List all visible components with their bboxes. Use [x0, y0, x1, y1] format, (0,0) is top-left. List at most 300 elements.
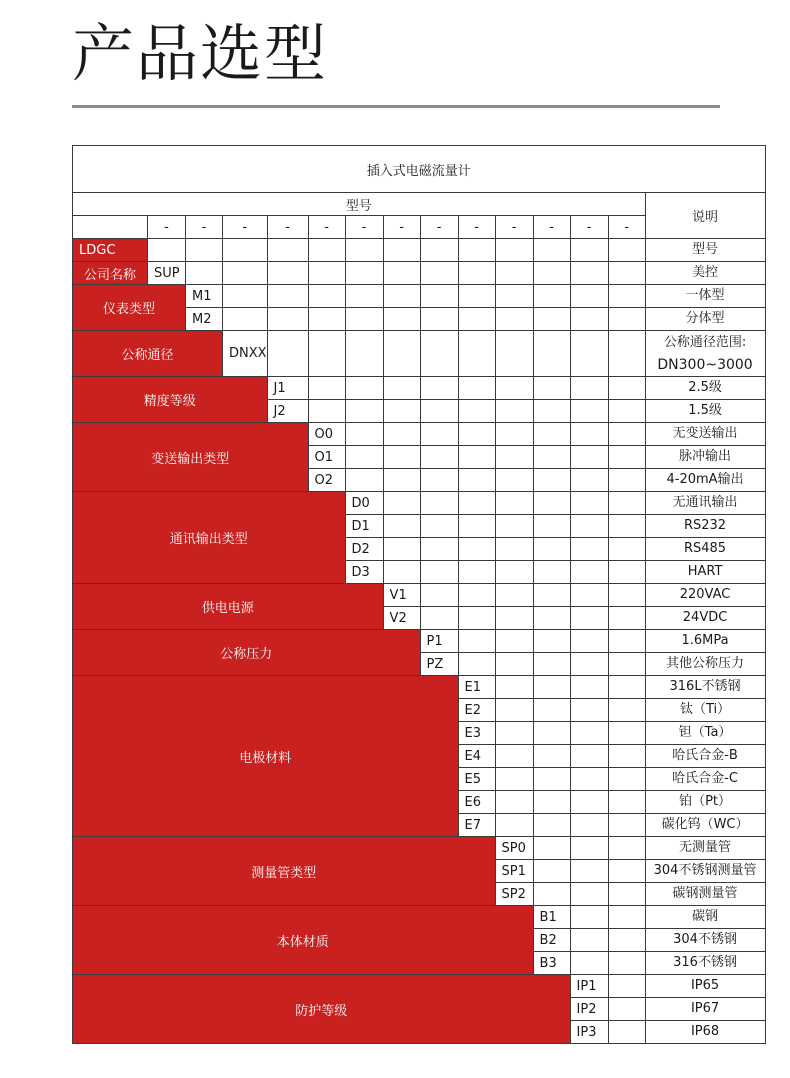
empty-cell	[308, 400, 345, 423]
table-row	[73, 331, 766, 377]
option-desc-line: DN300~3000	[657, 356, 753, 373]
empty-cell	[308, 262, 345, 285]
empty-cell	[420, 262, 458, 285]
empty-cell	[533, 308, 570, 331]
empty-cell	[570, 492, 608, 515]
empty-cell	[308, 239, 345, 262]
option-desc: 美控	[645, 262, 765, 285]
empty-cell	[570, 676, 608, 699]
empty-cell	[420, 584, 458, 607]
page-title: 产品选型	[72, 17, 329, 90]
option-code: M2	[186, 308, 223, 331]
option-desc: 分体型	[645, 308, 765, 331]
empty-cell	[570, 285, 608, 308]
empty-cell	[570, 331, 608, 377]
empty-cell	[420, 239, 458, 262]
option-desc: 4-20mA输出	[645, 469, 765, 492]
table-row	[73, 423, 766, 446]
empty-cell	[308, 285, 345, 308]
empty-cell	[345, 239, 383, 262]
option-desc: 无变送输出	[645, 423, 765, 446]
option-desc: 一体型	[645, 285, 765, 308]
empty-cell	[458, 653, 495, 676]
empty-cell	[308, 308, 345, 331]
option-code: M1	[186, 285, 223, 308]
option-desc: 24VDC	[645, 607, 765, 630]
empty-cell	[267, 239, 308, 262]
option-desc: 316不锈钢	[645, 952, 765, 975]
table-row	[73, 906, 766, 929]
empty-cell	[495, 699, 533, 722]
option-desc	[645, 331, 765, 377]
empty-cell	[420, 492, 458, 515]
option-code: D0	[345, 492, 383, 515]
empty-cell	[73, 216, 148, 239]
option-code: E7	[458, 814, 495, 837]
empty-cell	[495, 607, 533, 630]
empty-cell	[570, 745, 608, 768]
empty-cell	[533, 400, 570, 423]
empty-cell	[495, 561, 533, 584]
empty-cell	[570, 607, 608, 630]
empty-cell	[608, 929, 645, 952]
separator-dash: -	[345, 216, 383, 239]
empty-cell	[533, 584, 570, 607]
empty-cell	[533, 630, 570, 653]
empty-cell	[223, 239, 268, 262]
option-code: SUP	[148, 262, 186, 285]
separator-dash: -	[570, 216, 608, 239]
group-label: 变送输出类型	[73, 423, 309, 492]
empty-cell	[383, 239, 420, 262]
option-code: PZ	[420, 653, 458, 676]
empty-cell	[495, 446, 533, 469]
empty-cell	[458, 492, 495, 515]
option-code: O2	[308, 469, 345, 492]
empty-cell	[420, 377, 458, 400]
empty-cell	[345, 423, 383, 446]
separator-dash: -	[308, 216, 345, 239]
option-desc-line: 公称通径范围:	[663, 334, 747, 350]
empty-cell	[495, 791, 533, 814]
empty-cell	[383, 538, 420, 561]
desc-header: 说明	[645, 193, 765, 239]
empty-cell	[495, 469, 533, 492]
empty-cell	[570, 860, 608, 883]
empty-cell	[608, 768, 645, 791]
empty-cell	[383, 262, 420, 285]
empty-cell	[345, 308, 383, 331]
empty-cell	[570, 538, 608, 561]
empty-cell	[495, 308, 533, 331]
table-row	[73, 239, 766, 262]
option-code: E6	[458, 791, 495, 814]
table-row	[73, 676, 766, 699]
empty-cell	[608, 423, 645, 446]
group-label: LDGC	[73, 239, 148, 262]
option-desc: 哈氏合金-B	[645, 745, 765, 768]
table-row	[73, 285, 766, 308]
empty-cell	[458, 423, 495, 446]
empty-cell	[533, 814, 570, 837]
empty-cell	[608, 676, 645, 699]
empty-cell	[570, 423, 608, 446]
empty-cell	[458, 538, 495, 561]
empty-cell	[458, 239, 495, 262]
empty-cell	[420, 285, 458, 308]
option-desc: 碳钢	[645, 906, 765, 929]
option-desc: HART	[645, 561, 765, 584]
empty-cell	[458, 308, 495, 331]
empty-cell	[533, 768, 570, 791]
empty-cell	[495, 239, 533, 262]
empty-cell	[458, 584, 495, 607]
option-desc: 哈氏合金-C	[645, 768, 765, 791]
empty-cell	[608, 561, 645, 584]
empty-cell	[608, 791, 645, 814]
empty-cell	[570, 837, 608, 860]
empty-cell	[570, 308, 608, 331]
option-desc: 碳钢测量管	[645, 883, 765, 906]
group-label: 测量管类型	[73, 837, 496, 906]
empty-cell	[608, 584, 645, 607]
option-desc: IP68	[645, 1021, 765, 1044]
empty-cell	[570, 883, 608, 906]
option-code: SP1	[495, 860, 533, 883]
empty-cell	[608, 515, 645, 538]
separator-dash: -	[148, 216, 186, 239]
empty-cell	[186, 239, 223, 262]
option-code: E3	[458, 722, 495, 745]
empty-cell	[267, 285, 308, 308]
option-desc: 2.5级	[645, 377, 765, 400]
empty-cell	[383, 446, 420, 469]
empty-cell	[383, 400, 420, 423]
empty-cell	[533, 377, 570, 400]
option-code: DNXX	[223, 331, 268, 377]
empty-cell	[495, 492, 533, 515]
option-desc: 铂（Pt）	[645, 791, 765, 814]
empty-cell	[570, 469, 608, 492]
option-code: B2	[533, 929, 570, 952]
table-row	[73, 975, 766, 998]
empty-cell	[570, 239, 608, 262]
empty-cell	[383, 377, 420, 400]
group-label: 通讯输出类型	[73, 492, 346, 584]
option-desc: 304不锈钢测量管	[645, 860, 765, 883]
group-label: 供电电源	[73, 584, 384, 630]
empty-cell	[570, 791, 608, 814]
empty-cell	[570, 584, 608, 607]
option-code: B1	[533, 906, 570, 929]
empty-cell	[608, 538, 645, 561]
option-code: V1	[383, 584, 420, 607]
empty-cell	[383, 331, 420, 377]
empty-cell	[345, 400, 383, 423]
option-code: J2	[267, 400, 308, 423]
empty-cell	[345, 377, 383, 400]
empty-cell	[533, 262, 570, 285]
empty-cell	[383, 561, 420, 584]
option-desc: 脉冲输出	[645, 446, 765, 469]
empty-cell	[608, 837, 645, 860]
empty-cell	[570, 952, 608, 975]
empty-cell	[383, 515, 420, 538]
option-code: O1	[308, 446, 345, 469]
empty-cell	[495, 400, 533, 423]
table-row	[73, 630, 766, 653]
empty-cell	[495, 538, 533, 561]
empty-cell	[570, 722, 608, 745]
empty-cell	[533, 561, 570, 584]
empty-cell	[495, 423, 533, 446]
empty-cell	[458, 561, 495, 584]
empty-cell	[533, 607, 570, 630]
empty-cell	[608, 860, 645, 883]
group-label: 精度等级	[73, 377, 268, 423]
empty-cell	[608, 262, 645, 285]
empty-cell	[495, 653, 533, 676]
empty-cell	[533, 331, 570, 377]
empty-cell	[570, 561, 608, 584]
group-label: 本体材质	[73, 906, 534, 975]
empty-cell	[420, 446, 458, 469]
empty-cell	[420, 331, 458, 377]
option-desc: IP65	[645, 975, 765, 998]
empty-cell	[533, 239, 570, 262]
empty-cell	[495, 745, 533, 768]
option-code: E1	[458, 676, 495, 699]
empty-cell	[495, 584, 533, 607]
empty-cell	[420, 423, 458, 446]
empty-cell	[308, 377, 345, 400]
empty-cell	[383, 285, 420, 308]
empty-cell	[495, 377, 533, 400]
empty-cell	[608, 699, 645, 722]
separator-dash: -	[383, 216, 420, 239]
empty-cell	[608, 331, 645, 377]
empty-cell	[533, 883, 570, 906]
empty-cell	[495, 722, 533, 745]
group-label: 公称通径	[73, 331, 223, 377]
empty-cell	[495, 262, 533, 285]
group-label: 防护等级	[73, 975, 571, 1044]
option-code: O0	[308, 423, 345, 446]
option-code: B3	[533, 952, 570, 975]
group-label: 电极材料	[73, 676, 459, 837]
option-code: E5	[458, 768, 495, 791]
empty-cell	[608, 975, 645, 998]
empty-cell	[383, 492, 420, 515]
empty-cell	[458, 515, 495, 538]
empty-cell	[223, 308, 268, 331]
empty-cell	[570, 515, 608, 538]
empty-cell	[495, 814, 533, 837]
empty-cell	[533, 515, 570, 538]
empty-cell	[608, 906, 645, 929]
empty-cell	[495, 285, 533, 308]
option-desc: 其他公称压力	[645, 653, 765, 676]
empty-cell	[533, 538, 570, 561]
empty-cell	[570, 377, 608, 400]
group-label: 仪表类型	[73, 285, 186, 331]
empty-cell	[458, 400, 495, 423]
empty-cell	[495, 768, 533, 791]
option-desc: 1.6MPa	[645, 630, 765, 653]
option-code: D1	[345, 515, 383, 538]
empty-cell	[533, 722, 570, 745]
empty-cell	[267, 262, 308, 285]
empty-cell	[570, 653, 608, 676]
group-label: 公称压力	[73, 630, 421, 676]
empty-cell	[608, 814, 645, 837]
empty-cell	[267, 331, 308, 377]
empty-cell	[533, 791, 570, 814]
empty-cell	[533, 492, 570, 515]
option-desc: 1.5级	[645, 400, 765, 423]
empty-cell	[533, 676, 570, 699]
empty-cell	[608, 400, 645, 423]
separator-dash: -	[608, 216, 645, 239]
empty-cell	[608, 446, 645, 469]
table-row	[73, 262, 766, 285]
empty-cell	[533, 285, 570, 308]
empty-cell	[383, 469, 420, 492]
table-title: 插入式电磁流量计	[73, 146, 766, 193]
empty-cell	[533, 837, 570, 860]
empty-cell	[458, 446, 495, 469]
empty-cell	[533, 860, 570, 883]
option-code: IP2	[570, 998, 608, 1021]
empty-cell	[608, 239, 645, 262]
empty-cell	[345, 331, 383, 377]
empty-cell	[345, 446, 383, 469]
selection-table	[72, 145, 766, 1044]
empty-cell	[458, 331, 495, 377]
group-label: 公司名称	[73, 262, 148, 285]
empty-cell	[533, 423, 570, 446]
empty-cell	[570, 446, 608, 469]
empty-cell	[570, 929, 608, 952]
empty-cell	[533, 653, 570, 676]
option-code: IP3	[570, 1021, 608, 1044]
option-code: J1	[267, 377, 308, 400]
empty-cell	[608, 377, 645, 400]
option-code: V2	[383, 607, 420, 630]
empty-cell	[420, 469, 458, 492]
option-code: D3	[345, 561, 383, 584]
empty-cell	[420, 308, 458, 331]
empty-cell	[223, 262, 268, 285]
empty-cell	[608, 469, 645, 492]
empty-cell	[345, 262, 383, 285]
empty-cell	[495, 676, 533, 699]
empty-cell	[148, 239, 186, 262]
separator-dash: -	[420, 216, 458, 239]
option-code: E4	[458, 745, 495, 768]
empty-cell	[570, 906, 608, 929]
option-desc: RS232	[645, 515, 765, 538]
empty-cell	[533, 446, 570, 469]
option-desc: 304不锈钢	[645, 929, 765, 952]
empty-cell	[608, 722, 645, 745]
empty-cell	[420, 400, 458, 423]
empty-cell	[495, 630, 533, 653]
empty-cell	[345, 285, 383, 308]
empty-cell	[383, 423, 420, 446]
empty-cell	[458, 377, 495, 400]
title-divider	[72, 105, 720, 108]
empty-cell	[533, 745, 570, 768]
separator-dash: -	[533, 216, 570, 239]
empty-cell	[570, 768, 608, 791]
empty-cell	[570, 262, 608, 285]
empty-cell	[608, 492, 645, 515]
empty-cell	[345, 469, 383, 492]
empty-cell	[420, 607, 458, 630]
table-row	[73, 492, 766, 515]
empty-cell	[608, 285, 645, 308]
option-desc: 316L不锈钢	[645, 676, 765, 699]
separator-dash: -	[267, 216, 308, 239]
empty-cell	[223, 285, 268, 308]
option-code: P1	[420, 630, 458, 653]
empty-cell	[570, 630, 608, 653]
empty-cell	[495, 331, 533, 377]
empty-cell	[458, 262, 495, 285]
empty-cell	[608, 1021, 645, 1044]
empty-cell	[458, 607, 495, 630]
option-desc: 型号	[645, 239, 765, 262]
empty-cell	[458, 630, 495, 653]
empty-cell	[608, 745, 645, 768]
empty-cell	[420, 561, 458, 584]
empty-cell	[495, 515, 533, 538]
empty-cell	[533, 469, 570, 492]
empty-cell	[608, 630, 645, 653]
separator-dash: -	[186, 216, 223, 239]
empty-cell	[608, 998, 645, 1021]
option-desc: 无通讯输出	[645, 492, 765, 515]
empty-cell	[458, 469, 495, 492]
option-desc: 钽（Ta）	[645, 722, 765, 745]
option-code: D2	[345, 538, 383, 561]
empty-cell	[608, 952, 645, 975]
table-row	[73, 584, 766, 607]
empty-cell	[186, 262, 223, 285]
empty-cell	[608, 308, 645, 331]
empty-cell	[420, 515, 458, 538]
model-header: 型号	[73, 193, 646, 216]
option-code: E2	[458, 699, 495, 722]
separator-dash: -	[458, 216, 495, 239]
separator-dash: -	[495, 216, 533, 239]
option-code: IP1	[570, 975, 608, 998]
option-desc: IP67	[645, 998, 765, 1021]
empty-cell	[570, 814, 608, 837]
empty-cell	[608, 607, 645, 630]
table-row	[73, 377, 766, 400]
empty-cell	[533, 699, 570, 722]
option-desc: 碳化钨（WC）	[645, 814, 765, 837]
option-code: SP2	[495, 883, 533, 906]
empty-cell	[458, 285, 495, 308]
table-row	[73, 837, 766, 860]
empty-cell	[308, 331, 345, 377]
empty-cell	[267, 308, 308, 331]
option-desc: 220VAC	[645, 584, 765, 607]
empty-cell	[570, 699, 608, 722]
